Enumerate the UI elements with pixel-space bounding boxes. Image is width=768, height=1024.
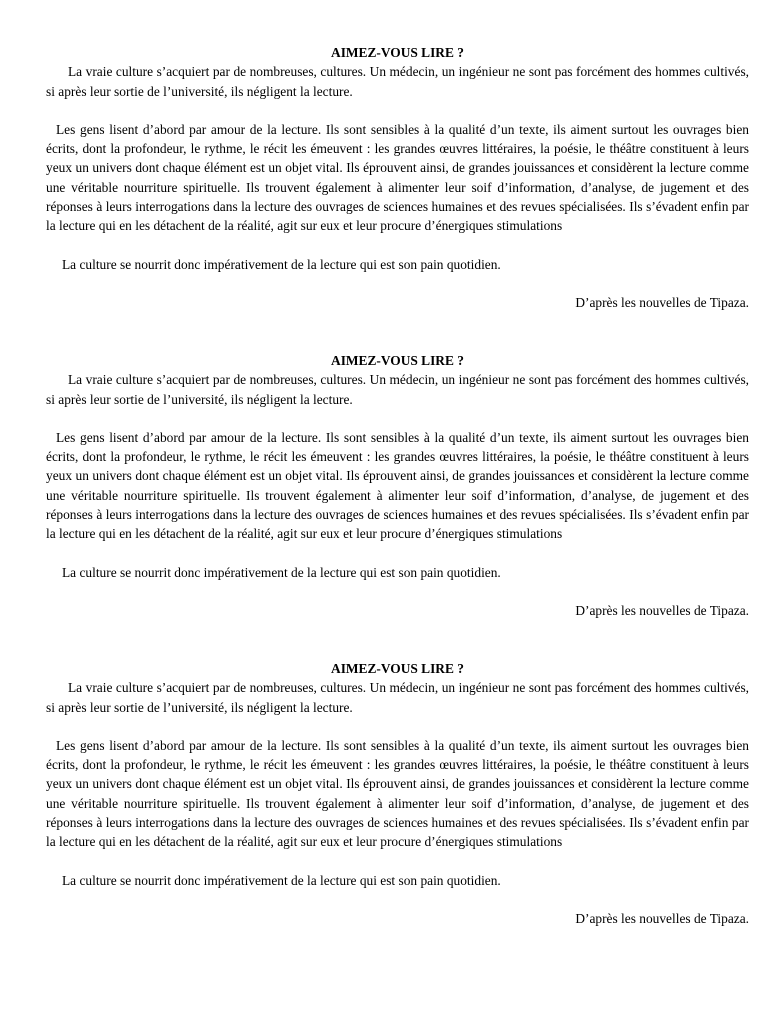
text-section-2 — [46, 351, 749, 620]
text-section-1 — [46, 43, 749, 312]
paragraph-body: Les gens lisent d’abord par amour de la lecture. Ils sont sensibles à la qualité d’un texte, ils aiment surtout les ouvrages bien écrits, dont la profondeur, le rythme, le récit les émeuvent : les grandes œuvres littéraires, la poésie, le théâtre constituent à leurs yeux un univers dont chaque élément est un objet vital. Ils éprouvent ainsi, de grandes jouissances et considèrent la lecture comme une véritable nourriture spirituelle. Ils trouvent également à alimenter leur soif d’information, d’analyse, de jugement et des réponses à leurs interrogations dans la lecture des ouvrages de sciences humaines et des revues spécialisées. Ils s’évadent enfin par la lecture qui en les détachent de la réalité, agit sur eux et leur procure d’énergiques stimulations — [46, 737, 749, 850]
paragraph-intro: La vraie culture s’acquiert par de nombreuses, cultures. Un médecin, un ingénieur ne sont pas forcément des hommes cultivés, si après leur sortie de l’université, ils négligent la lecture. — [46, 64, 749, 99]
paragraph-intro: La vraie culture s’acquiert par de nombreuses, cultures. Un médecin, un ingénieur ne sont pas forcément des hommes cultivés, si après leur sortie de l’université, ils négligent la lecture. — [46, 680, 749, 715]
paragraph-conclusion: La culture se nourrit donc impérativement de la lecture qui est son pain quotidien. — [62, 564, 501, 580]
section-title: AIMEZ-VOUS LIRE ? — [331, 45, 464, 60]
source-attribution: D’après les nouvelles de Tipaza. — [575, 294, 749, 310]
source-attribution: D’après les nouvelles de Tipaza. — [575, 910, 749, 926]
paragraph-body: Les gens lisent d’abord par amour de la lecture. Ils sont sensibles à la qualité d’un texte, ils aiment surtout les ouvrages bien écrits, dont la profondeur, le rythme, le récit les émeuvent : les grandes œuvres littéraires, la poésie, le théâtre constituent à leurs yeux un univers dont chaque élément est un objet vital. Ils éprouvent ainsi, de grandes jouissances et considèrent la lecture comme une véritable nourriture spirituelle. Ils trouvent également à alimenter leur soif d’information, d’analyse, de jugement et des réponses à leurs interrogations dans la lecture des ouvrages de sciences humaines et des revues spécialisées. Ils s’évadent enfin par la lecture qui en les détachent de la réalité, agit sur eux et leur procure d’énergiques stimulations — [46, 429, 749, 542]
paragraph-conclusion: La culture se nourrit donc impérativement de la lecture qui est son pain quotidien. — [62, 872, 501, 888]
paragraph-conclusion: La culture se nourrit donc impérativement de la lecture qui est son pain quotidien. — [62, 256, 501, 272]
paragraph-intro: La vraie culture s’acquiert par de nombreuses, cultures. Un médecin, un ingénieur ne sont pas forcément des hommes cultivés, si après leur sortie de l’université, ils négligent la lecture. — [46, 372, 749, 407]
section-title: AIMEZ-VOUS LIRE ? — [331, 353, 464, 368]
paragraph-body: Les gens lisent d’abord par amour de la lecture. Ils sont sensibles à la qualité d’un texte, ils aiment surtout les ouvrages bien écrits, dont la profondeur, le rythme, le récit les émeuvent : les grandes œuvres littéraires, la poésie, le théâtre constituent à leurs yeux un univers dont chaque élément est un objet vital. Ils éprouvent ainsi, de grandes jouissances et considèrent la lecture comme une véritable nourriture spirituelle. Ils trouvent également à alimenter leur soif d’information, d’analyse, de jugement et des réponses à leurs interrogations dans la lecture des ouvrages de sciences humaines et des revues spécialisées. Ils s’évadent enfin par la lecture qui en les détachent de la réalité, agit sur eux et leur procure d’énergiques stimulations — [46, 121, 749, 234]
section-title: AIMEZ-VOUS LIRE ? — [331, 661, 464, 676]
text-section-3 — [46, 659, 749, 928]
source-attribution: D’après les nouvelles de Tipaza. — [575, 602, 749, 618]
